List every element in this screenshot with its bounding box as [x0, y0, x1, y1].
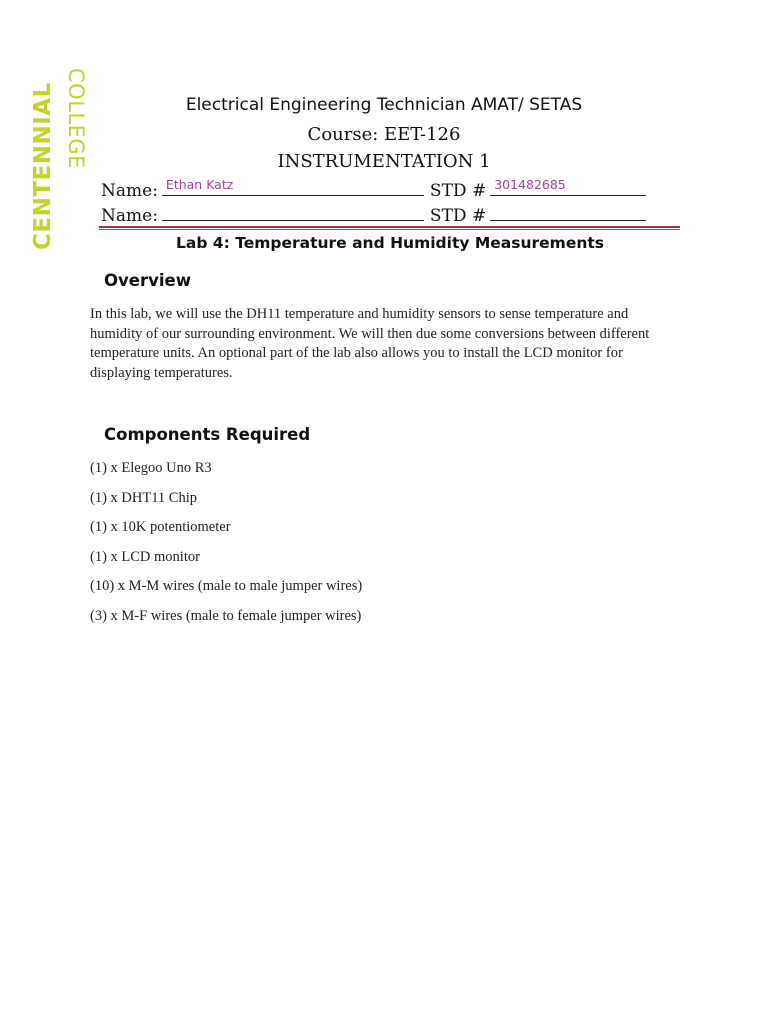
logo-college-text: COLLEGE [64, 68, 88, 169]
name-label: Name: [101, 206, 158, 226]
list-item: (1) x LCD monitor [90, 548, 200, 565]
course-heading: Course: EET-126 [307, 124, 461, 145]
institute-heading: Electrical Engineering Technician AMAT/ SETAS [185, 95, 583, 115]
overview-line: displaying temperatures. [90, 364, 233, 381]
name-label: Name: [101, 181, 158, 201]
header-divider [99, 226, 680, 230]
name-field-1[interactable] [162, 177, 424, 196]
lab-title: Lab 4: Temperature and Humidity Measurements [175, 234, 604, 252]
overview-line: humidity of our surrounding environment. We will then due some conversions between different [90, 325, 650, 342]
name-value-1: Ethan Katz [165, 177, 234, 192]
std-field-2[interactable] [490, 202, 646, 221]
std-value-1: 301482685 [494, 177, 566, 192]
divider-bottom-line [99, 229, 680, 230]
std-label: STD # [429, 181, 487, 201]
overview-line: In this lab, we will use the DH11 temperature and humidity sensors to sense temperature and [90, 306, 629, 322]
list-item: (1) x DHT11 Chip [90, 489, 197, 506]
components-list [90, 459, 362, 637]
overview-heading: Overview [104, 271, 191, 290]
components-heading: Components Required [104, 425, 311, 444]
divider-top-line [99, 226, 680, 228]
overview-line: temperature units. An optional part of the lab also allows you to install the LCD monitor for [90, 345, 623, 361]
logo-centennial-text: CENTENNIAL [30, 82, 56, 250]
list-item: (1) x 10K potentiometer [90, 519, 231, 536]
instrumentation-heading: INSTRUMENTATION 1 [277, 151, 491, 172]
student-row-2 [101, 202, 661, 226]
list-item: (3) x M-F wires (male to female jumper wires) [90, 607, 362, 624]
list-item: (1) x Elegoo Uno R3 [90, 460, 212, 476]
name-field-2[interactable] [162, 202, 424, 221]
std-field-1[interactable] [490, 177, 646, 196]
overview-paragraph [90, 305, 690, 383]
student-row-1 [101, 177, 661, 201]
std-label: STD # [429, 206, 487, 226]
list-item: (10) x M-M wires (male to male jumper wires) [90, 578, 363, 595]
